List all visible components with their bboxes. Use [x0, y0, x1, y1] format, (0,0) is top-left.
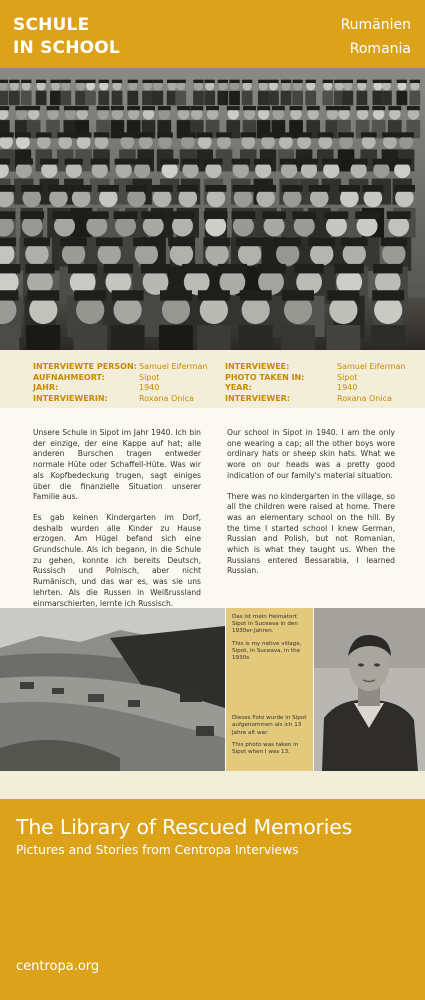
- meta-row: [225, 383, 405, 394]
- boy-portrait-photo: [314, 608, 425, 771]
- meta-row: [225, 373, 405, 384]
- title-german: SCHULE: [13, 15, 90, 35]
- caption-village-en: This is my native village, Sipot, in Suceava, in the 1930s: [232, 640, 302, 662]
- meta-value: Roxana Onica: [139, 393, 194, 403]
- school-class-photo: [0, 68, 425, 350]
- meta-label: INTERVIEWERIN:: [33, 393, 108, 403]
- meta-value: 1940: [337, 383, 358, 392]
- spacer: [0, 771, 425, 799]
- metadata-english: [225, 362, 405, 404]
- library-subtitle: Pictures and Stories from Centropa Interviews: [16, 843, 299, 857]
- story-paragraph: There was no kindergarten in the village, so all the children were raised at home. There was an elementary school on the hill. By the time I started school I knew German, Russian and Polish, but not Romanian, which is what they taught us. When the Russians entered Bessarabia, I learned Russian.: [227, 491, 395, 576]
- interview-metadata: [0, 350, 425, 408]
- story-english: [227, 428, 395, 587]
- title-english: IN SCHOOL: [13, 38, 120, 58]
- story-paragraph: Es gab keinen Kindergarten im Dorf, deshalb wurden alle Kinder zu Hause erzogen. Am Hügel befand sich eine Grundschule. Als ich begann, in die Schule zu gehen, konnte ich bereits Deutsch, Russisch und Polnisch, aber nicht Rumänisch, und das war es, was sie uns lehrten. Als die Russen in Weißrussland einmarschierten, lernte ich Russisch.: [33, 512, 201, 608]
- footer-banner: [0, 799, 425, 1000]
- story-paragraph: Our school in Sipot in 1940. I am the only one wearing a cap; all the other boys wore ordinary hats or sheep skin hats. What we wore on our heads was a pretty good indication of our family's material situation.: [227, 428, 395, 480]
- photo-captions: [226, 608, 313, 771]
- story-section: [0, 408, 425, 608]
- caption-portrait-en: This photo was taken in Sipot when I was 13.: [232, 741, 299, 756]
- story-german: [33, 428, 201, 619]
- meta-label: PHOTO TAKEN IN:: [225, 372, 305, 382]
- meta-value: Samuel Eiferman: [139, 362, 208, 371]
- country-english: Romania: [349, 41, 411, 57]
- meta-value: Samuel Eiferman: [337, 362, 406, 371]
- meta-row: [225, 394, 405, 405]
- meta-label: INTERVIEWTE PERSON:: [33, 362, 137, 371]
- meta-value: Roxana Onica: [337, 393, 392, 403]
- website-link[interactable]: centropa.org: [16, 959, 100, 974]
- header-banner: [0, 0, 425, 68]
- village-photo: [0, 608, 225, 771]
- meta-row: [33, 383, 207, 394]
- metadata-german: [33, 362, 207, 404]
- meta-row: [33, 373, 207, 384]
- caption-portrait-de: Dieses Foto wurde in Sipot aufgenommen als ich 13 Jahre alt war.: [232, 715, 307, 736]
- meta-row: [225, 362, 405, 373]
- meta-row: [33, 362, 207, 373]
- meta-label: JAHR:: [33, 383, 59, 392]
- meta-label: YEAR:: [225, 383, 252, 392]
- meta-value: Sipot: [337, 372, 358, 382]
- meta-label: INTERVIEWER:: [225, 393, 291, 403]
- caption-village-de: Das ist mein Heimatort Sipot in Suceava in den 1930er-Jahren.: [232, 614, 298, 635]
- meta-label: INTERVIEWEE:: [225, 362, 290, 371]
- meta-value: Sipot: [139, 372, 160, 382]
- meta-value: 1940: [139, 383, 160, 392]
- library-title: The Library of Rescued Memories: [16, 815, 353, 839]
- photo-strip: [0, 608, 425, 771]
- meta-label: AUFNAHMEORT:: [33, 372, 105, 382]
- story-paragraph: Unsere Schule in Sipot im Jahr 1940. Ich bin der einzige, der eine Kappe auf hat; alle anderen Burschen tragen entweder normale Hüte oder Schaffell-Hüte. Was wir als Kopfbedeckung trugen, sagt einiges über die finanzielle Situation unserer Familie aus.: [33, 428, 201, 502]
- meta-row: [33, 394, 207, 405]
- country-german: Rumänien: [340, 17, 411, 33]
